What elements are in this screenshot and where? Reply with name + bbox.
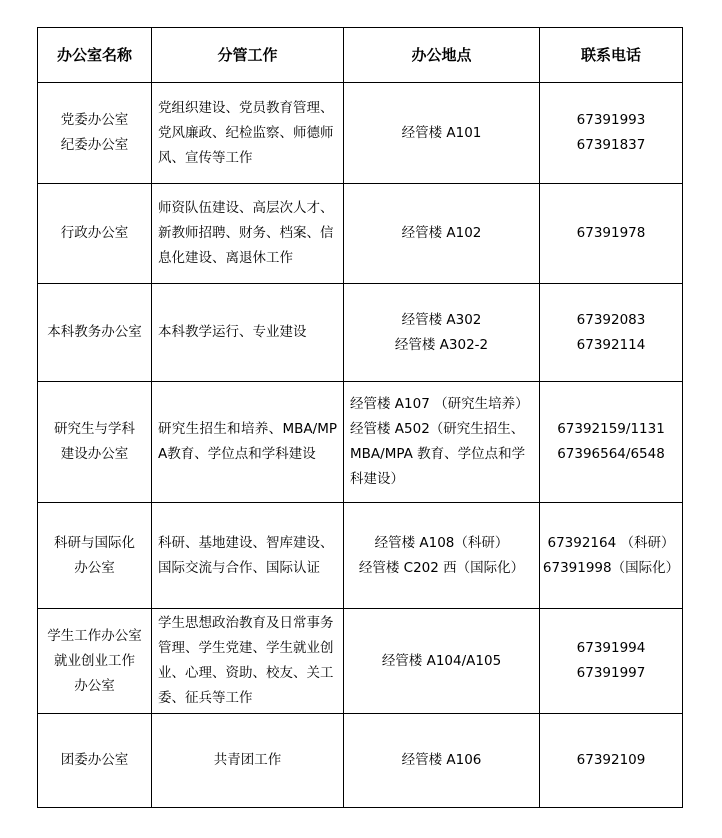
office-name-cell [38,284,152,382]
location-cell [344,609,540,714]
table-row [38,503,683,609]
phone-cell [540,83,683,184]
office-name-line: 行政办公室 [60,225,129,241]
office-name-cell [38,83,152,184]
duty-cell [152,382,344,503]
header-office-name: 办公室名称 [38,28,152,83]
duty-text: 共青团工作 [213,752,282,768]
location-line: 经管楼 A302-2 [394,336,489,353]
location-line: 经管楼 A101 [401,124,482,141]
phone-line: 67392114 [576,336,646,353]
office-name-line: 科研与国际化 [54,534,135,551]
table-row [38,714,683,808]
location-line: 经管楼 A108（科研） [374,534,509,551]
duty-text: 师资队伍建设、高层次人才、新教师招聘、财务、档案、信息化建设、离退休工作 [158,200,334,266]
duty-text: 学生思想政治教育及日常事务管理、学生党建、学生就业创业、心理、资助、校友、关工委、征兵等工作 [158,615,334,706]
duty-cell [152,503,344,609]
phone-cell [540,609,683,714]
office-directory-table [37,27,683,808]
location-line: 科建设） [350,471,404,487]
office-name-line: 办公室 [74,559,115,576]
office-name-cell [38,382,152,503]
office-name-line: 本科教务办公室 [47,324,142,340]
phone-line: 67392109 [576,752,646,768]
duty-cell [152,83,344,184]
phone-line: 67392164 （科研） [547,534,675,551]
location-cell [344,284,540,382]
office-name-line: 纪委办公室 [60,137,129,153]
table-row [38,184,683,284]
phone-cell [540,184,683,284]
office-name-line: 办公室 [74,677,115,694]
duty-cell [152,284,344,382]
phone-line: 67392159/1131 [557,421,665,437]
location-line: 经管楼 A107 （研究生培养） [350,396,529,412]
location-line: 经管楼 A106 [401,752,482,768]
table-row [38,609,683,714]
phone-cell [540,382,683,503]
office-name-line: 党委办公室 [60,112,129,128]
header-phone: 联系电话 [540,28,683,83]
phone-line: 67396564/6548 [557,446,665,462]
location-line: 经管楼 C202 西（国际化） [358,559,525,576]
office-name-line: 学生工作办公室 [47,627,142,644]
location-line: 经管楼 A102 [401,225,482,241]
phone-cell [540,503,683,609]
office-name-cell [38,609,152,714]
phone-line: 67391837 [576,137,646,153]
header-duty: 分管工作 [152,28,344,83]
office-name-cell [38,714,152,808]
table-row [38,382,683,503]
header-row [38,28,683,83]
header-location: 办公地点 [344,28,540,83]
location-cell [344,83,540,184]
location-line: 经管楼 A104/A105 [381,652,502,669]
duty-text: 科研、基地建设、智库建设、国际交流与合作、国际认证 [158,534,334,576]
office-name-line: 建设办公室 [60,446,129,462]
phone-line: 67391998（国际化） [542,559,680,576]
duty-cell [152,714,344,808]
location-cell [344,714,540,808]
location-line: MBA/MPA 教育、学位点和学 [350,446,526,462]
duty-cell [152,609,344,714]
phone-cell [540,714,683,808]
phone-line: 67391994 [576,640,646,656]
office-name-line: 团委办公室 [60,752,129,768]
office-name-line: 研究生与学科 [54,421,135,437]
table-row [38,284,683,382]
location-cell [344,184,540,284]
office-name-cell [38,184,152,284]
location-cell [344,382,540,503]
table-row [38,83,683,184]
phone-line: 67392083 [576,311,646,328]
duty-text: 研究生招生和培养、MBA/MPA教育、学位点和学科建设 [158,421,337,462]
phone-line: 67391997 [576,665,646,681]
duty-cell [152,184,344,284]
duty-text: 本科教学运行、专业建设 [158,324,307,340]
office-name-cell [38,503,152,609]
location-cell [344,503,540,609]
phone-cell [540,284,683,382]
location-line: 经管楼 A502（研究生招生、 [350,421,525,437]
phone-line: 67391993 [576,112,646,128]
office-name-line: 就业创业工作 [54,652,135,669]
location-line: 经管楼 A302 [401,311,482,328]
phone-line: 67391978 [576,225,646,241]
duty-text: 党组织建设、党员教育管理、党风廉政、纪检监察、师德师风、宣传等工作 [158,99,334,166]
